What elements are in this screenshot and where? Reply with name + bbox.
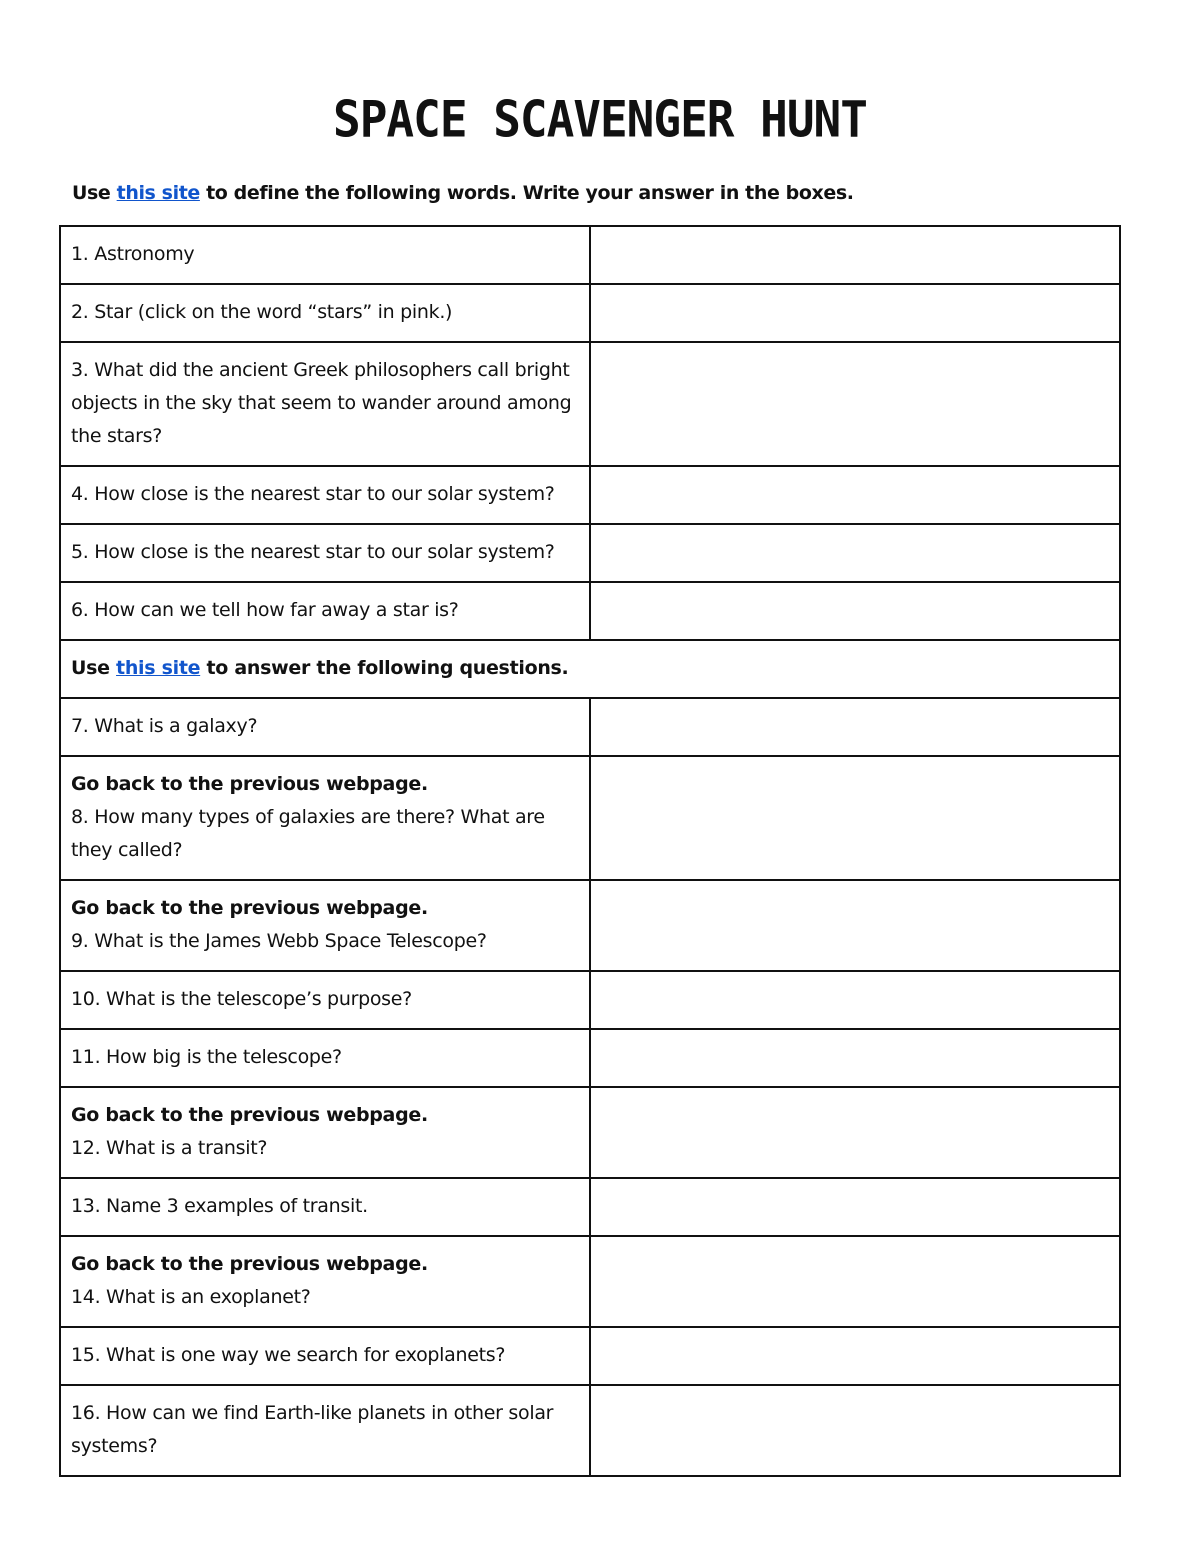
answer-box-9[interactable] bbox=[590, 880, 1120, 971]
answer-box-14[interactable] bbox=[590, 1236, 1120, 1327]
table-row bbox=[60, 756, 1120, 880]
back-note: Go back to the previous webpage. bbox=[71, 1104, 428, 1126]
question-6: 6. How can we tell how far away a star is? bbox=[60, 582, 590, 640]
table-row bbox=[60, 466, 1120, 524]
question-8: 8. How many types of galaxies are there? What are they called? bbox=[71, 806, 545, 861]
answer-box-3[interactable] bbox=[590, 342, 1120, 466]
instructions bbox=[72, 182, 1152, 204]
back-note: Go back to the previous webpage. bbox=[71, 773, 428, 795]
section-row bbox=[60, 640, 1120, 698]
question-5: 5. How close is the nearest star to our solar system? bbox=[60, 524, 590, 582]
table-row bbox=[60, 698, 1120, 756]
question-8-cell bbox=[60, 756, 590, 880]
table-row bbox=[60, 1236, 1120, 1327]
answer-box-16[interactable] bbox=[590, 1385, 1120, 1476]
question-4: 4. How close is the nearest star to our solar system? bbox=[60, 466, 590, 524]
question-3: 3. What did the ancient Greek philosophers call bright objects in the sky that seem to wander around among the stars? bbox=[60, 342, 590, 466]
question-15: 15. What is one way we search for exoplanets? bbox=[60, 1327, 590, 1385]
answer-box-6[interactable] bbox=[590, 582, 1120, 640]
question-13: 13. Name 3 examples of transit. bbox=[60, 1178, 590, 1236]
back-note: Go back to the previous webpage. bbox=[71, 1253, 428, 1275]
table-row bbox=[60, 524, 1120, 582]
table-row bbox=[60, 1029, 1120, 1087]
this-site-link[interactable]: this site bbox=[116, 182, 200, 204]
question-10: 10. What is the telescope’s purpose? bbox=[60, 971, 590, 1029]
answer-box-13[interactable] bbox=[590, 1178, 1120, 1236]
answer-box-11[interactable] bbox=[590, 1029, 1120, 1087]
section-suffix: to answer the following questions. bbox=[200, 657, 569, 679]
answer-box-7[interactable] bbox=[590, 698, 1120, 756]
back-note: Go back to the previous webpage. bbox=[71, 897, 428, 919]
table-row bbox=[60, 1087, 1120, 1178]
answer-box-1[interactable] bbox=[590, 226, 1120, 284]
this-site-link-2[interactable]: this site bbox=[116, 657, 201, 679]
question-16: 16. How can we find Earth-like planets in other solar systems? bbox=[60, 1385, 590, 1476]
instructions-suffix: to define the following words. Write your answer in the boxes. bbox=[199, 182, 854, 204]
worksheet-table bbox=[59, 225, 1121, 1477]
question-14-cell bbox=[60, 1236, 590, 1327]
question-9: 9. What is the James Webb Space Telescope? bbox=[71, 930, 487, 952]
table-row bbox=[60, 1178, 1120, 1236]
table-row bbox=[60, 1327, 1120, 1385]
section-prefix: Use bbox=[71, 657, 117, 679]
answer-box-4[interactable] bbox=[590, 466, 1120, 524]
table-row bbox=[60, 971, 1120, 1029]
question-9-cell bbox=[60, 880, 590, 971]
page-title: SPACE SCAVENGER HUNT bbox=[333, 89, 867, 149]
question-2: 2. Star (click on the word “stars” in pink.) bbox=[60, 284, 590, 342]
table-row bbox=[60, 1385, 1120, 1476]
answer-box-8[interactable] bbox=[590, 756, 1120, 880]
answer-box-12[interactable] bbox=[590, 1087, 1120, 1178]
section-instructions bbox=[60, 640, 1120, 698]
answer-box-10[interactable] bbox=[590, 971, 1120, 1029]
answer-box-5[interactable] bbox=[590, 524, 1120, 582]
table-row bbox=[60, 582, 1120, 640]
answer-box-2[interactable] bbox=[590, 284, 1120, 342]
question-14: 14. What is an exoplanet? bbox=[71, 1286, 311, 1308]
table-row bbox=[60, 284, 1120, 342]
question-1: 1. Astronomy bbox=[60, 226, 590, 284]
question-12-cell bbox=[60, 1087, 590, 1178]
answer-box-15[interactable] bbox=[590, 1327, 1120, 1385]
question-12: 12. What is a transit? bbox=[71, 1137, 268, 1159]
instructions-prefix: Use bbox=[72, 182, 117, 204]
question-11: 11. How big is the telescope? bbox=[60, 1029, 590, 1087]
table-row bbox=[60, 226, 1120, 284]
table-row bbox=[60, 342, 1120, 466]
table-row bbox=[60, 880, 1120, 971]
question-7: 7. What is a galaxy? bbox=[60, 698, 590, 756]
